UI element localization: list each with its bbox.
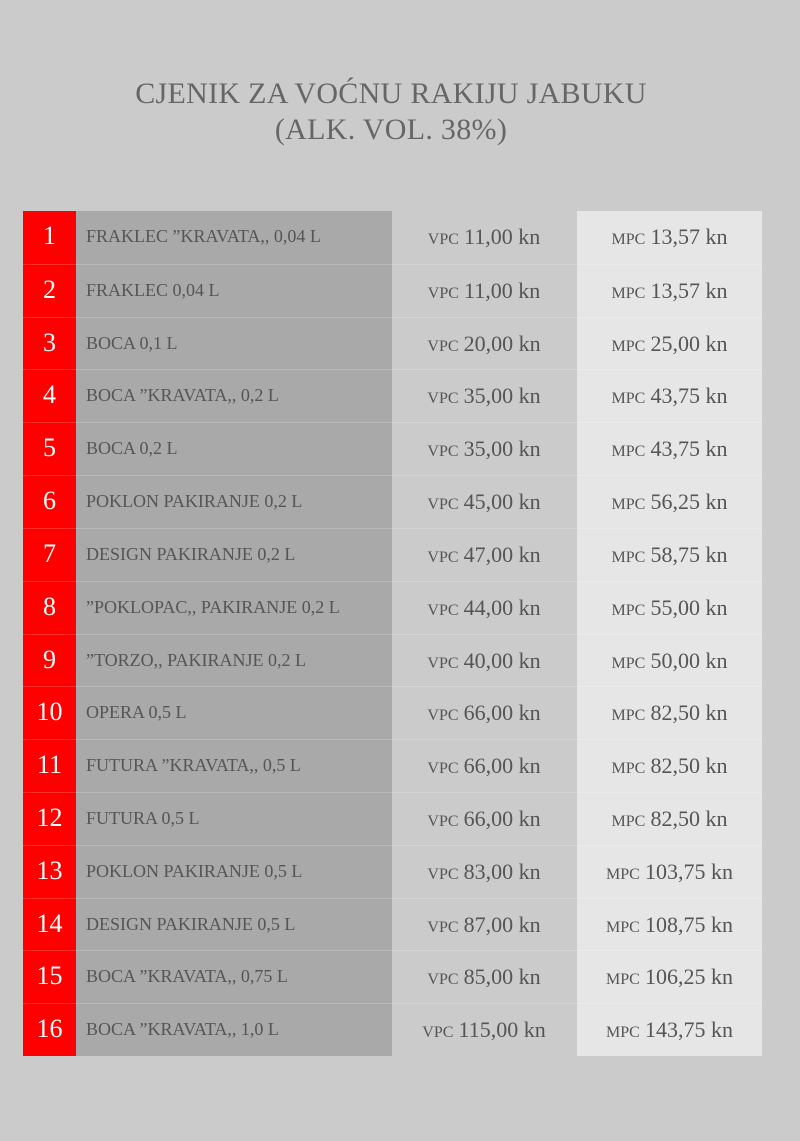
- mpc-amount: 43,75 kn: [650, 383, 728, 409]
- mpc-label: MPC: [611, 601, 646, 619]
- item-number: 7: [43, 538, 56, 568]
- vpc-amount: 20,00 kn: [463, 330, 541, 356]
- mpc-price: [577, 595, 762, 621]
- item-name: BOCA 0,1 L: [86, 332, 178, 353]
- mpc-amount: 43,75 kn: [650, 436, 728, 462]
- mpc-amount: 25,00 kn: [650, 330, 728, 356]
- mpc-amount: 82,50 kn: [650, 753, 728, 779]
- mpc-amount: 13,57 kn: [650, 277, 728, 303]
- vpc-price: [394, 859, 574, 885]
- price-list: [23, 211, 762, 1056]
- vpc-label: VPC: [427, 918, 459, 936]
- vpc-price: [394, 912, 574, 938]
- item-number: 16: [36, 1014, 63, 1044]
- price-row: [23, 264, 762, 317]
- item-name: FUTURA 0,5 L: [86, 807, 200, 828]
- item-number: 9: [43, 644, 56, 674]
- mpc-price: [577, 278, 762, 304]
- mpc-price: [577, 489, 762, 515]
- vpc-label: VPC: [427, 548, 459, 566]
- item-name: DESIGN PAKIRANJE 0,2 L: [86, 543, 296, 564]
- vpc-amount: 44,00 kn: [463, 594, 541, 620]
- mpc-amount: 106,25 kn: [644, 964, 733, 990]
- mpc-label: MPC: [611, 496, 646, 514]
- mpc-price: [577, 964, 762, 990]
- mpc-label: MPC: [611, 337, 646, 355]
- item-number: 10: [36, 697, 63, 727]
- item-number: 6: [43, 486, 56, 516]
- mpc-price: [577, 648, 762, 674]
- mpc-label: MPC: [611, 284, 646, 302]
- vpc-price: [394, 648, 574, 674]
- vpc-label: VPC: [422, 1024, 454, 1042]
- vpc-amount: 115,00 kn: [458, 1017, 546, 1043]
- item-name: FUTURA ”KRAVATA,, 0,5 L: [86, 755, 301, 776]
- vpc-label: VPC: [427, 496, 459, 514]
- vpc-label: VPC: [427, 601, 459, 619]
- mpc-amount: 82,50 kn: [650, 700, 728, 726]
- vpc-amount: 35,00 kn: [463, 436, 541, 462]
- price-row: [23, 317, 762, 370]
- item-number: 11: [36, 750, 63, 780]
- vpc-amount: 11,00 kn: [464, 277, 541, 303]
- page-title: [0, 76, 782, 148]
- vpc-label: VPC: [427, 971, 459, 989]
- vpc-label: VPC: [427, 760, 459, 778]
- vpc-price: [394, 753, 574, 779]
- mpc-price: [577, 436, 762, 462]
- mpc-price: [577, 383, 762, 409]
- mpc-price: [577, 806, 762, 832]
- vpc-amount: 66,00 kn: [463, 805, 541, 831]
- vpc-amount: 85,00 kn: [463, 964, 541, 990]
- item-name: FRAKLEC ”KRAVATA,, 0,04 L: [86, 226, 321, 246]
- vpc-label: VPC: [427, 812, 459, 830]
- item-name: ”POKLOPAC,, PAKIRANJE 0,2 L: [86, 596, 340, 617]
- mpc-price: [577, 700, 762, 726]
- mpc-amount: 103,75 kn: [644, 858, 733, 884]
- vpc-price: [394, 595, 574, 621]
- item-name: BOCA 0,2 L: [86, 438, 178, 459]
- vpc-label: VPC: [427, 654, 459, 672]
- vpc-amount: 11,00 kn: [464, 224, 541, 249]
- item-number: 3: [43, 327, 56, 357]
- vpc-amount: 45,00 kn: [463, 489, 541, 515]
- vpc-price: [394, 1017, 574, 1043]
- vpc-label: VPC: [427, 443, 459, 461]
- mpc-label: MPC: [611, 760, 646, 778]
- item-name: ”TORZO,, PAKIRANJE 0,2 L: [86, 649, 307, 670]
- price-row: [23, 845, 762, 898]
- vpc-price: [394, 331, 574, 357]
- item-name: POKLON PAKIRANJE 0,2 L: [86, 491, 303, 512]
- mpc-label: MPC: [611, 443, 646, 461]
- mpc-label: MPC: [611, 707, 646, 725]
- price-row: [23, 369, 762, 422]
- item-number: 12: [36, 802, 63, 832]
- vpc-amount: 40,00 kn: [463, 647, 541, 673]
- mpc-amount: 13,57 kn: [650, 224, 728, 249]
- item-number: 14: [36, 908, 63, 938]
- mpc-label: MPC: [611, 231, 646, 248]
- vpc-price: [394, 542, 574, 568]
- mpc-label: MPC: [606, 1024, 640, 1042]
- vpc-amount: 47,00 kn: [463, 541, 541, 567]
- item-name: FRAKLEC 0,04 L: [86, 279, 220, 300]
- item-number: 1: [43, 221, 56, 250]
- mpc-amount: 108,75 kn: [644, 911, 733, 937]
- mpc-price: [577, 331, 762, 357]
- mpc-amount: 82,50 kn: [650, 805, 728, 831]
- price-row: [23, 898, 762, 951]
- price-row: [23, 686, 762, 739]
- item-name: BOCA ”KRAVATA,, 1,0 L: [86, 1019, 279, 1040]
- mpc-amount: 56,25 kn: [650, 489, 728, 515]
- price-row: [23, 634, 762, 687]
- price-row: [23, 739, 762, 792]
- item-number: 8: [43, 591, 56, 621]
- vpc-label: VPC: [427, 865, 459, 883]
- vpc-amount: 35,00 kn: [463, 383, 541, 409]
- vpc-price: [394, 700, 574, 726]
- mpc-amount: 58,75 kn: [650, 541, 728, 567]
- mpc-label: MPC: [606, 918, 640, 936]
- vpc-amount: 83,00 kn: [463, 858, 541, 884]
- item-number: 4: [43, 380, 56, 410]
- price-row: [23, 950, 762, 1003]
- price-row: [23, 792, 762, 845]
- mpc-amount: 143,75 kn: [644, 1017, 733, 1043]
- mpc-price: [577, 542, 762, 568]
- vpc-price: [394, 806, 574, 832]
- item-name: POKLON PAKIRANJE 0,5 L: [86, 860, 303, 881]
- item-number: 13: [36, 855, 63, 885]
- mpc-price: [577, 224, 762, 250]
- vpc-amount: 66,00 kn: [463, 700, 541, 726]
- vpc-price: [394, 224, 574, 250]
- price-row: [23, 422, 762, 475]
- item-number: 15: [36, 961, 63, 991]
- vpc-price: [394, 436, 574, 462]
- mpc-label: MPC: [611, 548, 646, 566]
- mpc-price: [577, 859, 762, 885]
- vpc-amount: 66,00 kn: [463, 753, 541, 779]
- vpc-label: VPC: [427, 337, 459, 355]
- title-line-2: (ALK. VOL. 38%): [274, 113, 508, 146]
- mpc-label: MPC: [606, 865, 640, 883]
- vpc-price: [394, 489, 574, 515]
- vpc-price: [394, 964, 574, 990]
- mpc-amount: 50,00 kn: [650, 647, 728, 673]
- vpc-label: VPC: [427, 284, 459, 302]
- item-name: BOCA ”KRAVATA,, 0,2 L: [86, 385, 279, 406]
- price-row: [23, 1003, 762, 1056]
- price-row: [23, 211, 762, 264]
- price-row: [23, 581, 762, 634]
- vpc-label: VPC: [427, 707, 459, 725]
- mpc-price: [577, 1017, 762, 1043]
- item-name: DESIGN PAKIRANJE 0,5 L: [86, 913, 296, 934]
- vpc-label: VPC: [427, 231, 459, 248]
- price-row: [23, 475, 762, 528]
- mpc-label: MPC: [611, 390, 646, 408]
- mpc-price: [577, 753, 762, 779]
- vpc-label: VPC: [427, 390, 459, 408]
- price-row: [23, 528, 762, 581]
- vpc-price: [394, 278, 574, 304]
- item-number: 2: [43, 274, 56, 304]
- mpc-amount: 55,00 kn: [650, 594, 728, 620]
- mpc-label: MPC: [606, 971, 640, 989]
- vpc-price: [394, 383, 574, 409]
- vpc-amount: 87,00 kn: [463, 911, 541, 937]
- item-number: 5: [43, 433, 56, 463]
- item-name: BOCA ”KRAVATA,, 0,75 L: [86, 966, 288, 987]
- mpc-label: MPC: [611, 812, 646, 830]
- mpc-label: MPC: [611, 654, 646, 672]
- item-name: OPERA 0,5 L: [86, 702, 187, 723]
- mpc-price: [577, 912, 762, 938]
- title-line-1: CJENIK ZA VOĆNU RAKIJU JABUKU: [135, 77, 647, 110]
